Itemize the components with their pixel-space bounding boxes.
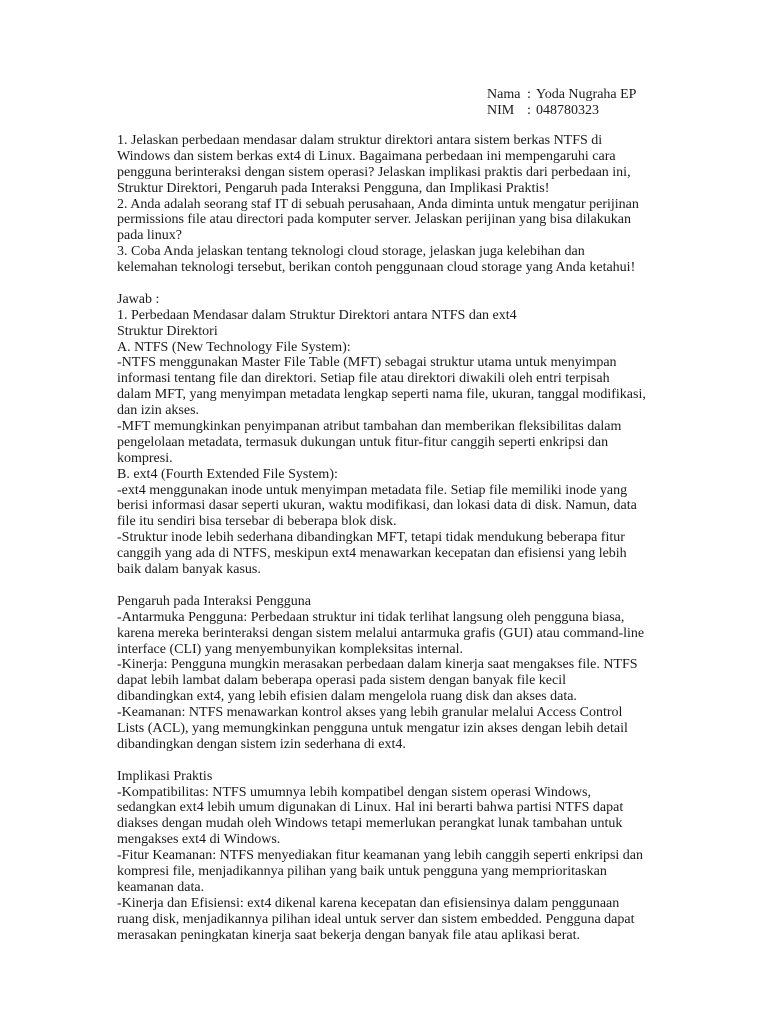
answer-line: B. ext4 (Fourth Extended File System):: [117, 466, 338, 482]
name-value: Yoda Nugraha EP: [536, 87, 637, 102]
question-line: pada linux?: [117, 228, 182, 244]
nim-row: [487, 103, 636, 119]
answer-line: baik dalam banyak kasus.: [117, 562, 261, 578]
answer-line: canggih yang ada di NTFS, meskipun ext4 menawarkan kecepatan dan efisiensi yang lebih: [117, 546, 627, 562]
nim-value: 048780323: [536, 103, 599, 118]
questions-block: [117, 133, 657, 276]
answer-line: file itu sendiri bisa tersebar di beberapa blok disk.: [117, 514, 397, 530]
answer-section-interaction: [117, 594, 657, 753]
question-line: 2. Anda adalah seorang staf IT di sebuah perusahaan, Anda diminta untuk mengatur perijinan: [117, 196, 639, 212]
answer-line: 1. Perbedaan Mendasar dalam Struktur Direktori antara NTFS dan ext4: [117, 307, 517, 323]
answer-line: A. NTFS (New Technology File System):: [117, 339, 351, 355]
answer-line: -Kompatibilitas: NTFS umumnya lebih kompatibel dengan sistem operasi Windows,: [117, 784, 591, 800]
name-row: [487, 87, 636, 103]
answer-line: -ext4 menggunakan inode untuk menyimpan metadata file. Setiap file memiliki inode yang: [117, 482, 628, 498]
spacer: [117, 753, 657, 769]
document-body: [117, 133, 657, 943]
answer-line: dan izin akses.: [117, 403, 200, 419]
answer-heading: Jawab :: [117, 291, 160, 307]
answer-line: informasi tentang file dan direktori. Setiap file atau direktori diwakili oleh entri terpisah: [117, 371, 610, 387]
question-line: 3. Coba Anda jelaskan tentang teknologi cloud storage, jelaskan juga kelebihan dan: [117, 244, 585, 260]
answer-line: -Kinerja: Pengguna mungkin merasakan perbedaan dalam kinerja saat mengakses file. NTFS: [117, 657, 638, 673]
answer-line: -MFT memungkinkan penyimpanan atribut tambahan dan memberikan fleksibilitas dalam: [117, 419, 622, 435]
answer-line: kompresi file, menjadikannya pilihan yang baik untuk pengguna yang memprioritaskan: [117, 863, 607, 879]
answer-line: karena mereka berinteraksi dengan sistem melalui antarmuka grafis (GUI) atau command-line: [117, 625, 645, 641]
answer-line: Implikasi Praktis: [117, 768, 213, 784]
answer-line: keamanan data.: [117, 879, 205, 895]
answer-line: berisi informasi dasar seperti ukuran, waktu modifikasi, dan lokasi data di disk. Namun, data: [117, 498, 637, 514]
answer-line: Pengaruh pada Interaksi Pengguna: [117, 593, 311, 609]
question-line: kelemahan teknologi tersebut, berikan contoh penggunaan cloud storage yang Anda ketahui!: [117, 260, 636, 276]
answer-line: interface (CLI) yang menyembunyikan kompleksitas internal.: [117, 641, 464, 657]
name-label: Nama: [487, 87, 521, 102]
answer-line: mengakses ext4 di Windows.: [117, 832, 281, 848]
answer-line: dibandingkan dengan sistem izin sederhana di ext4.: [117, 736, 406, 752]
answer-line: dalam MFT, yang menyimpan metadata lengkap seperti nama file, ukuran, tanggal modifikasi,: [117, 387, 646, 403]
answer-line: sedangkan ext4 lebih umum digunakan di Linux. Hal ini berarti bahwa partisi NTFS dapat: [117, 800, 624, 816]
answer-line: dibandingkan ext4, yang lebih efisien dalam mengelola ruang disk dan akses data.: [117, 689, 577, 705]
answer-line: -Antarmuka Pengguna: Perbedaan struktur ini tidak terlihat langsung oleh pengguna biasa,: [117, 609, 625, 625]
answer-line: diakses dengan mudah oleh Windows tetapi memerlukan perangkat lunak tambahan untuk: [117, 816, 623, 832]
answer-line: -Struktur inode lebih sederhana dibandingkan MFT, tetapi tidak mendukung beberapa fitur: [117, 530, 625, 546]
answer-line: Lists (ACL), yang memungkinkan pengguna untuk mengatur izin akses dengan lebih detail: [117, 720, 628, 736]
answer-line: ruang disk, menjadikannya pilihan ideal untuk server dan sistem embedded. Pengguna dapat: [117, 911, 635, 927]
spacer: [117, 276, 657, 292]
answer-line: kompresi.: [117, 450, 173, 466]
answer-line: -NTFS menggunakan Master File Table (MFT) sebagai struktur utama untuk menyimpan: [117, 355, 617, 371]
answer-section-implications: [117, 769, 657, 944]
answer-line: -Kinerja dan Efisiensi: ext4 dikenal karena kecepatan dan efisiensinya dalam penggunaan: [117, 895, 620, 911]
answer-line: pengelolaan metadata, termasuk dukungan untuk fitur-fitur canggih seperti enkripsi dan: [117, 434, 609, 450]
answer-section-structure: [117, 308, 657, 578]
name-separator: :: [527, 87, 531, 102]
answer-line: dapat lebih lambat dalam beberapa operasi pada sistem dengan banyak file kecil: [117, 673, 566, 689]
question-line: Struktur Direktori, Pengaruh pada Interaksi Pengguna, dan Implikasi Praktis!: [117, 180, 550, 196]
answer-line: -Keamanan: NTFS menawarkan kontrol akses yang lebih granular melalui Access Control: [117, 705, 623, 721]
question-line: permissions file atau directori pada komputer server. Jelaskan perijinan yang bisa dilakukan: [117, 212, 631, 228]
question-line: pengguna berinteraksi dengan sistem operasi? Jelaskan implikasi praktis dari perbedaan ini,: [117, 164, 631, 180]
spacer: [117, 578, 657, 594]
nim-separator: :: [527, 103, 531, 118]
student-header: [487, 87, 636, 119]
answer-line: -Fitur Keamanan: NTFS menyediakan fitur keamanan yang lebih canggih seperti enkripsi dan: [117, 848, 644, 864]
answer-line: merasakan peningkatan kinerja saat bekerja dengan banyak file atau aplikasi berat.: [117, 927, 580, 943]
question-line: 1. Jelaskan perbedaan mendasar dalam struktur direktori antara sistem berkas NTFS di: [117, 133, 603, 148]
nim-label: NIM: [487, 103, 515, 118]
answer-line: Struktur Direktori: [117, 323, 218, 339]
question-line: Windows dan sistem berkas ext4 di Linux. Bagaimana perbedaan ini mempengaruhi cara: [117, 148, 616, 164]
